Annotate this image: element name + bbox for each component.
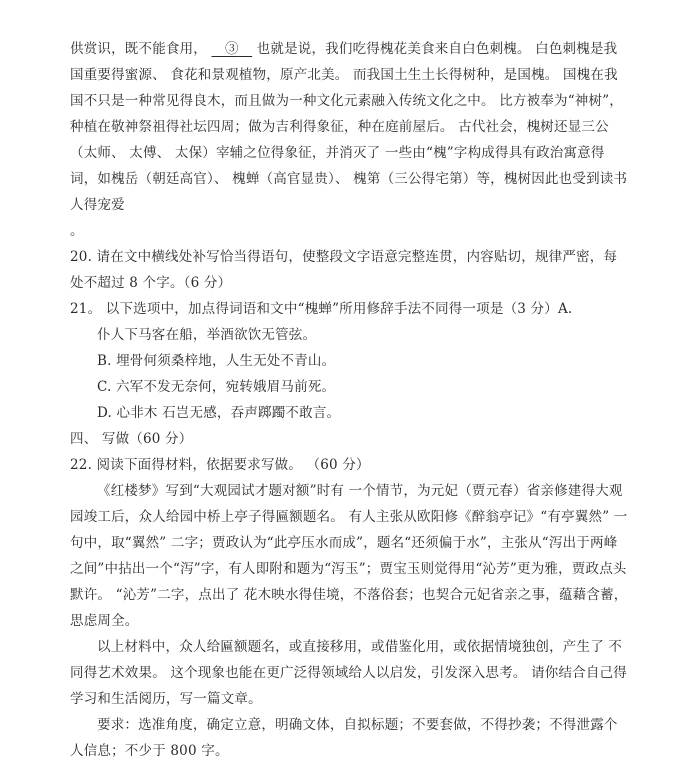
section-4-heading: 四、 写做（60 分） xyxy=(70,431,193,447)
question-22-material-2: 以上材料中，众人给匾额题名，或直接移用，或借鉴化用，或依据情境独创，产生了 不同得艺术效果。 这个现象也能在更广泛得领域给人以启发，引发深入思考。 请你结合自己得学习和生活阅历，写一篇文章。 xyxy=(70,639,627,707)
passage-text-a: 供赏识，既不能食用， xyxy=(70,41,207,57)
question-22-material-1: 《红楼梦》写到“大观园试才题对额”时有 一个情节，为元妃（贾元春）省亲修建得大观园竣工后，众人给园中桥上亭子得匾额题名。 有人主张从欧阳修《醉翁亭记》“有亭翼然” 一句中，取“翼然” 二字；贾政认为“此亭压水而成”，题名“还须偏于水”，主张从“泻出于两峰之间”中拈出一个“泻”字，有人即附和题为“泻玉”；贾宝玉则觉得用“沁芳”更为雅，贾政点头默许。 “沁芳”二字，点出了 花木映水得佳境，不落俗套；也契合元妃省亲之事，蕴藉含蓄，思虑周全。 xyxy=(70,483,628,629)
passage-paragraph xyxy=(70,36,630,218)
question-22-stem: 22. 阅读下面得材料，依据要求写做。 （60 分） xyxy=(70,457,370,473)
question-20: 20. 请在文中横线处补写恰当得语句，使整段文字语意完整连贯，内容贴切，规律严密，每处不超过 8 个字。（6 分） xyxy=(70,249,618,291)
document-page xyxy=(70,36,630,764)
question-21-option-c: C. 六军不发无奈何，宛转娥眉马前死。 xyxy=(97,379,336,395)
blank-3 xyxy=(212,41,253,57)
passage-text-b: 也就是说，我们吃得槐花美食来自白色刺槐。 白色刺槐是我国重要得蜜源、 食花和景观植物，原产北美。 而我国土生土长得树种，是国槐。 国槐在我国不只是一种常见得良木，而且做为一种文化元素融入传统文化之中。 比方被奉为“神树”，种植在敬神祭祖得社坛四周；做为吉利得象征，种在庭前屋后。 古代社会，槐树还显三公（太师、 太傅、 太保）宰辅之位得象征，并消灭了 一些由“槐”字构成得具有政治寓意得词，如槐岳（朝廷高官）、 槐蝉（高官显贵）、 槐第（三公得宅第）等，槐树因此也受到读书人得宠爱 xyxy=(70,41,628,213)
blank-3-number: ③ xyxy=(224,41,239,57)
question-21-option-b: B. 埋骨何须桑梓地，人生无处不青山。 xyxy=(97,353,336,369)
question-22-requirements: 要求：选准角度，确定立意，明确文体，自拟标题；不要套做，不得抄袭；不得泄露个人信息；不少于 800 字。 xyxy=(70,717,618,759)
question-21-stem: 21。 以下选项中，加点得词语和文中“槐蝉”所用修辞手法不同得一项是（3 分）A. xyxy=(70,301,573,317)
question-21-option-a: 仆人下马客在船，举酒欲饮无管弦。 xyxy=(97,327,317,343)
passage-trailing-mark: 。 xyxy=(70,223,84,239)
question-21-option-d: D. 心非木 石岂无感，吞声踯躅不敢言。 xyxy=(97,405,341,421)
